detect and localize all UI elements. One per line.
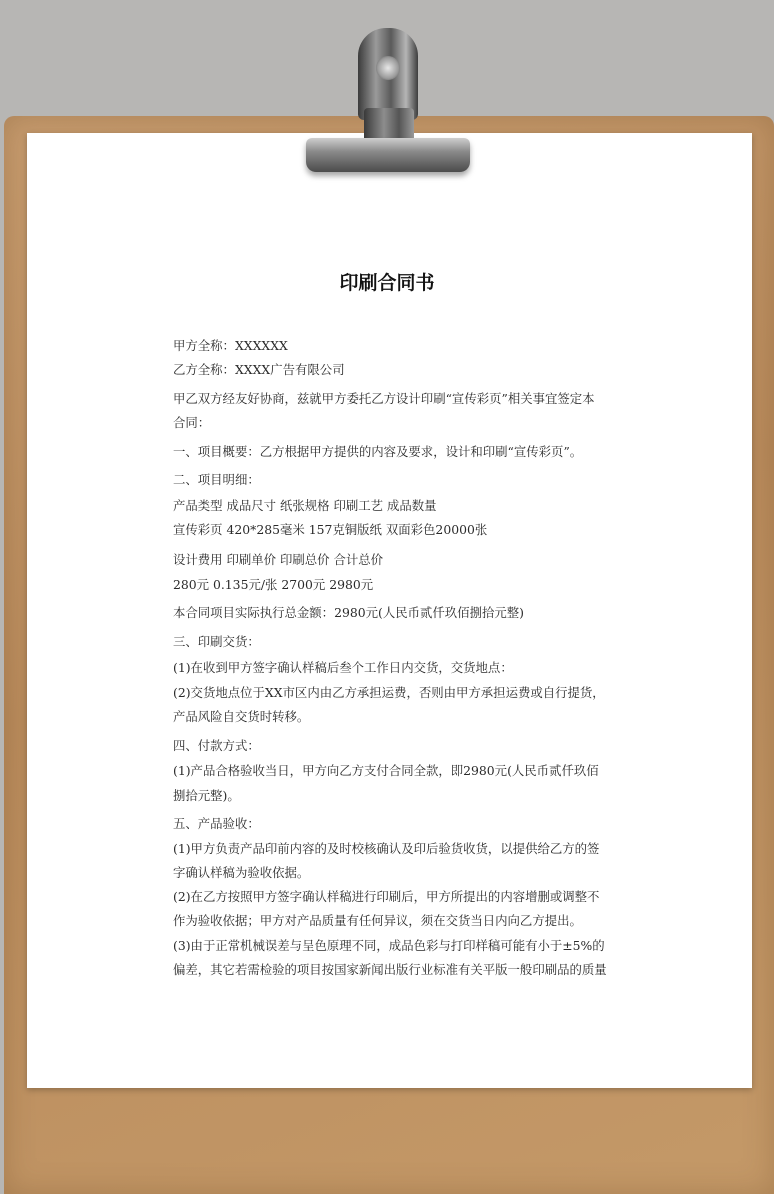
- section-heading: 三、印刷交货：: [173, 634, 260, 649]
- table-header-line: 产品类型 成品尺寸 纸张规格 印刷工艺 成品数量: [173, 498, 437, 513]
- clause-line: (2)交货地点位于XX市区内由乙方承担运费，否则由甲方承担运费或自行提货，: [173, 685, 605, 700]
- document-title: 印刷合同书: [339, 272, 435, 294]
- section-heading: 二、项目明细：: [173, 472, 260, 487]
- party-b-line: 乙方全称：XXXX广告有限公司: [173, 362, 345, 377]
- party-a-line: 甲方全称：XXXXXX: [173, 338, 288, 353]
- clause-line: 偏差，其它若需检验的项目按国家新闻出版行业标准有关平版一般印刷品的质量: [173, 962, 607, 977]
- clause-line: (3)由于正常机械误差与呈色原理不同，成品色彩与打印样稿可能有小于±5%的: [173, 938, 605, 953]
- table-row-line: 280元 0.135元/张 2700元 2980元: [173, 577, 374, 592]
- clause-line: (1)产品合格验收当日，甲方向乙方支付合同全款，即2980元(人民币贰仟玖佰: [173, 763, 599, 778]
- preamble-line: 甲乙双方经友好协商，兹就甲方委托乙方设计印刷“宣传彩页”相关事宜签定本: [173, 391, 595, 406]
- total-amount-line: 本合同项目实际执行总金额：2980元(人民币贰仟玖佰捌拾元整): [173, 605, 524, 620]
- clause-line: (1)甲方负责产品印前内容的及时校核确认及印后验货收货，以提供给乙方的签: [173, 841, 600, 856]
- clause-line: (2)在乙方按照甲方签字确认样稿进行印刷后，甲方所提出的内容增删或调整不: [173, 889, 600, 904]
- clause-line: 字确认样稿为验收依据。: [173, 865, 310, 880]
- clause-line: 捌拾元整)。: [173, 788, 240, 803]
- section-heading: 一、项目概要：乙方根据甲方提供的内容及要求，设计和印刷“宣传彩页”。: [173, 444, 583, 459]
- table-header-line: 设计费用 印刷单价 印刷总价 合计总价: [173, 552, 384, 567]
- clause-line: 产品风险自交货时转移。: [173, 709, 310, 724]
- binder-clip-icon: [296, 28, 478, 178]
- clause-line: 作为验收依据；甲方对产品质量有任何异议，须在交货当日内向乙方提出。: [173, 913, 582, 928]
- section-heading: 四、付款方式：: [173, 738, 260, 753]
- table-row-line: 宣传彩页 420*285毫米 157克铜版纸 双面彩色20000张: [173, 522, 488, 537]
- clause-line: (1)在收到甲方签字确认样稿后叁个工作日内交货，交货地点：: [173, 660, 513, 675]
- preamble-line: 合同：: [173, 415, 211, 430]
- section-heading: 五、产品验收：: [173, 816, 260, 831]
